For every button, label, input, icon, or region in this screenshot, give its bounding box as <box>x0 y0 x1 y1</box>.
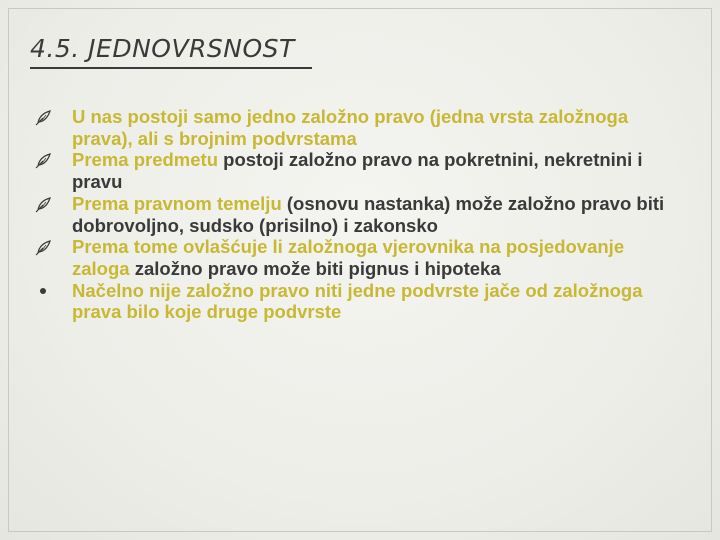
feather-quill-icon <box>34 152 52 170</box>
dot-bullet-icon <box>40 288 46 294</box>
bullet-text-highlight: Prema pravnom temelju <box>72 192 287 214</box>
bullet-text: Načelno nije založno pravo niti jedne podvrste jače od založnoga prava bilo koje druge podvrste <box>72 279 643 323</box>
bullet-list <box>34 106 684 323</box>
bullet-text: založno pravo može biti pignus i hipoteka <box>134 257 501 279</box>
bullet-text: postoji založno pravo na pokretnini, nekretnini i pravu <box>72 149 643 193</box>
bullet-item <box>34 193 684 236</box>
bullet-text: (osnovu nastanka) može založno pravo biti dobrovoljno, sudsko (prisilno) i zakonsko <box>72 192 665 236</box>
bullet-item <box>34 280 684 323</box>
bullet-item <box>34 149 684 192</box>
slide-title: 4.5. JEDNOVRSNOST <box>30 34 295 63</box>
bullet-text-highlight: Prema tome ovlašćuje li založnoga vjerovnika na posjedovanje zaloga <box>72 236 625 279</box>
bullet-text-highlight: Prema predmetu <box>72 149 224 171</box>
bullet-text: U nas postoji samo jedno založno pravo (jedna vrsta založnoga prava), ali s brojnim podvrstama <box>72 106 629 149</box>
bullet-item <box>34 236 684 279</box>
bullet-item <box>34 106 684 149</box>
feather-quill-icon <box>34 196 52 214</box>
title-underline <box>30 67 312 69</box>
feather-quill-icon <box>34 109 52 127</box>
feather-quill-icon <box>34 239 52 257</box>
